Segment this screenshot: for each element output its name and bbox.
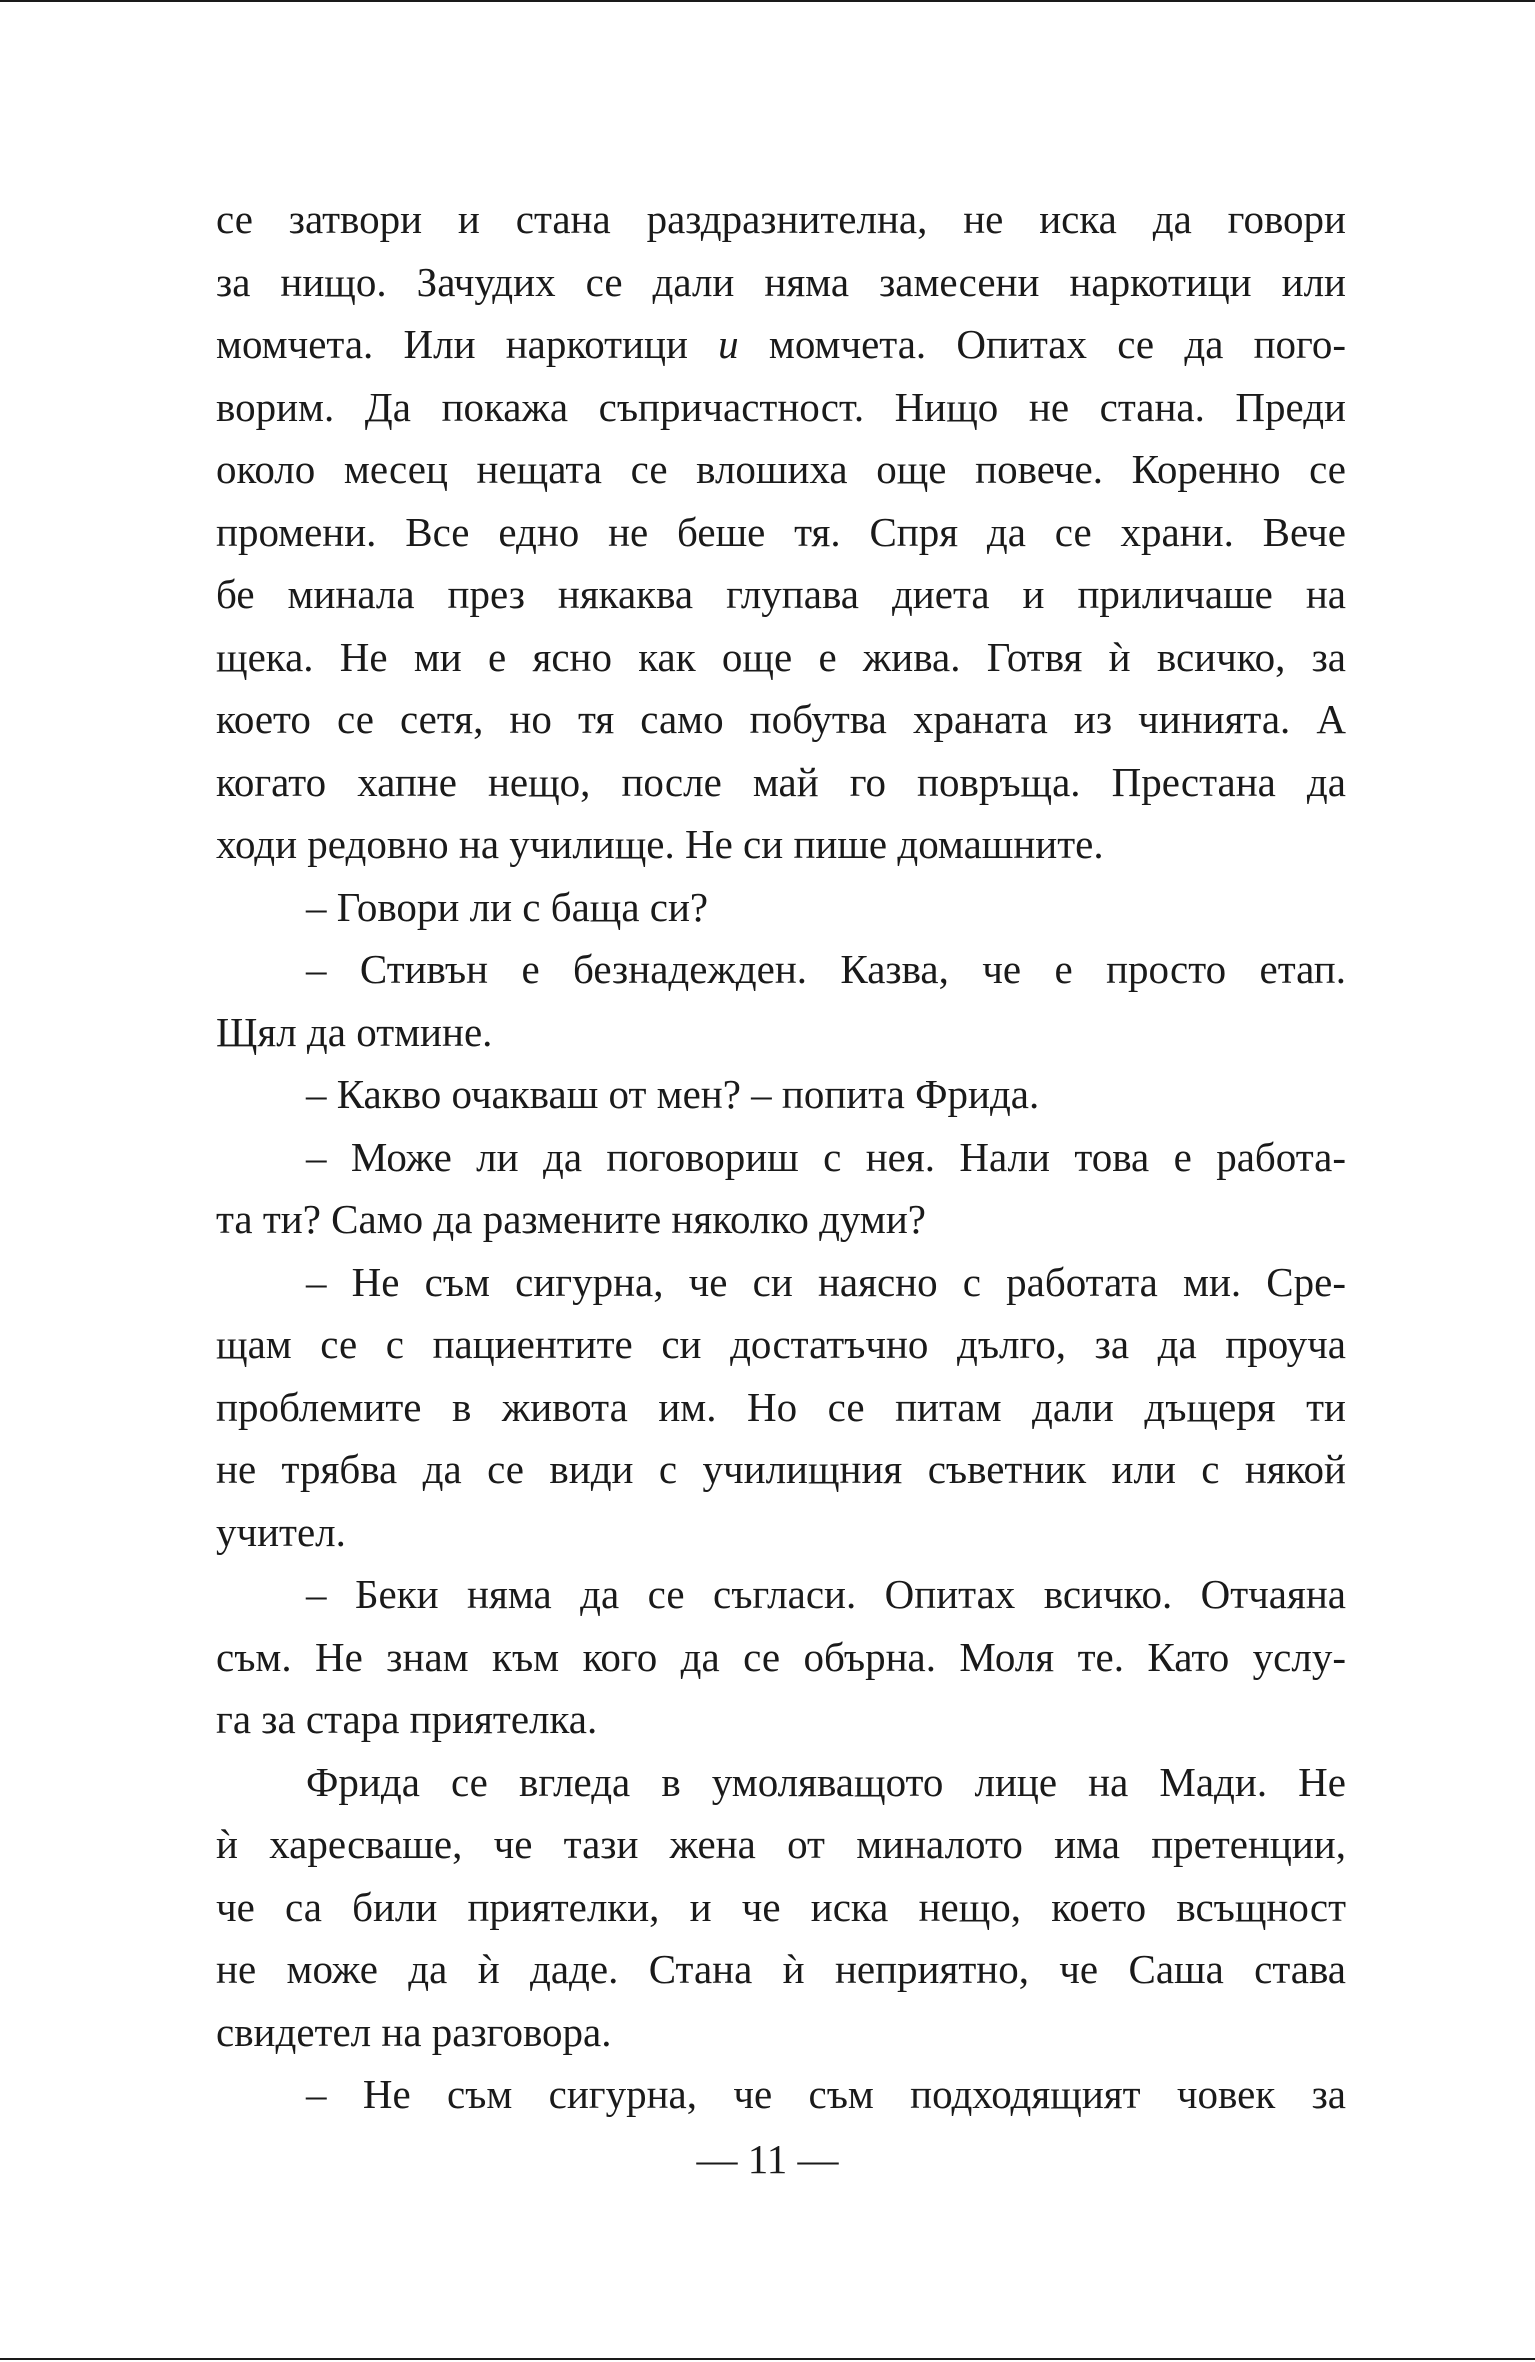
- body-text: [216, 188, 1346, 2126]
- text-line: учител.: [216, 1508, 346, 1555]
- text-line: та ти? Само да размените няколко думи?: [216, 1196, 926, 1242]
- text-segment: момчета. Опитах се да пого-: [738, 321, 1347, 367]
- text-line: ходи редовно на училище. Не си пише домашните.: [216, 821, 1104, 867]
- text-line: не може да ѝ даде. Стана ѝ неприятно, че Саша става: [216, 1946, 1346, 1992]
- text-line: – Говори ли с баща си?: [306, 883, 709, 930]
- text-line: около месец нещата се влошиха още повече. Коренно се: [216, 446, 1346, 492]
- text-line: за нищо. Зачудих се дали няма замесени наркотици или: [216, 258, 1346, 305]
- text-line: се затвори и стана раздразнителна, не иска да говори: [216, 196, 1346, 242]
- text-line: бе минала през някаква глупава диета и приличаше на: [216, 571, 1346, 617]
- text-line: – Може ли да поговориш с нея. Нали това е работа-: [306, 1133, 1346, 1180]
- page-bottom-edge: [0, 2358, 1535, 2360]
- text-line: – Не съм сигурна, че съм подходящият човек за: [306, 2071, 1346, 2117]
- text-line: което се сетя, но тя само побутва храната из чинията. А: [216, 696, 1346, 742]
- text-line: га за стара приятелка.: [216, 1696, 598, 1742]
- text-line: ѝ харесваше, че тази жена от миналото има претенции,: [216, 1821, 1346, 1867]
- text-line: щам се с пациентите си достатъчно дълго, за да проуча: [216, 1321, 1346, 1367]
- text-line: не трябва да се види с училищния съветник или с някой: [216, 1446, 1346, 1492]
- text-line: [216, 313, 1346, 376]
- text-line: съм. Не знам към кого да се обърна. Моля те. Като услу-: [216, 1633, 1346, 1680]
- italic-word: и: [718, 321, 739, 367]
- text-line: че са били приятелки, и че иска нещо, което всъщност: [216, 1883, 1346, 1930]
- text-line: – Стивън е безнадежден. Казва, че е просто етап.: [306, 946, 1346, 992]
- text-line: промени. Все едно не беше тя. Спря да се храни. Вече: [216, 508, 1346, 555]
- page-top-edge: [0, 0, 1535, 2]
- text-line: проблемите в живота им. Но се питам дали дъщеря ти: [216, 1383, 1346, 1430]
- text-segment: момчета. Или наркотици: [216, 321, 719, 367]
- text-line: – Не съм сигурна, че си наясно с работата ми. Сре-: [306, 1258, 1346, 1305]
- text-line: свидетел на разговора.: [216, 2008, 612, 2055]
- text-line: когато хапне нещо, после май го повръща. Престана да: [216, 758, 1346, 805]
- text-line: – Какво очакваш от мен? – попита Фрида.: [306, 1071, 1040, 1117]
- text-line: щека. Не ми е ясно как още е жива. Готвя ѝ всичко, за: [216, 633, 1346, 680]
- text-line: Фрида се вгледа в умоляващото лице на Мади. Не: [306, 1758, 1346, 1805]
- text-line: Щял да отмине.: [216, 1008, 493, 1055]
- text-line: – Беки няма да се съгласи. Опитах всичко. Отчаяна: [306, 1571, 1346, 1617]
- text-line: ворим. Да покажа съпричастност. Нищо не стана. Преди: [216, 383, 1346, 430]
- page-number: — 11 —: [696, 2136, 839, 2182]
